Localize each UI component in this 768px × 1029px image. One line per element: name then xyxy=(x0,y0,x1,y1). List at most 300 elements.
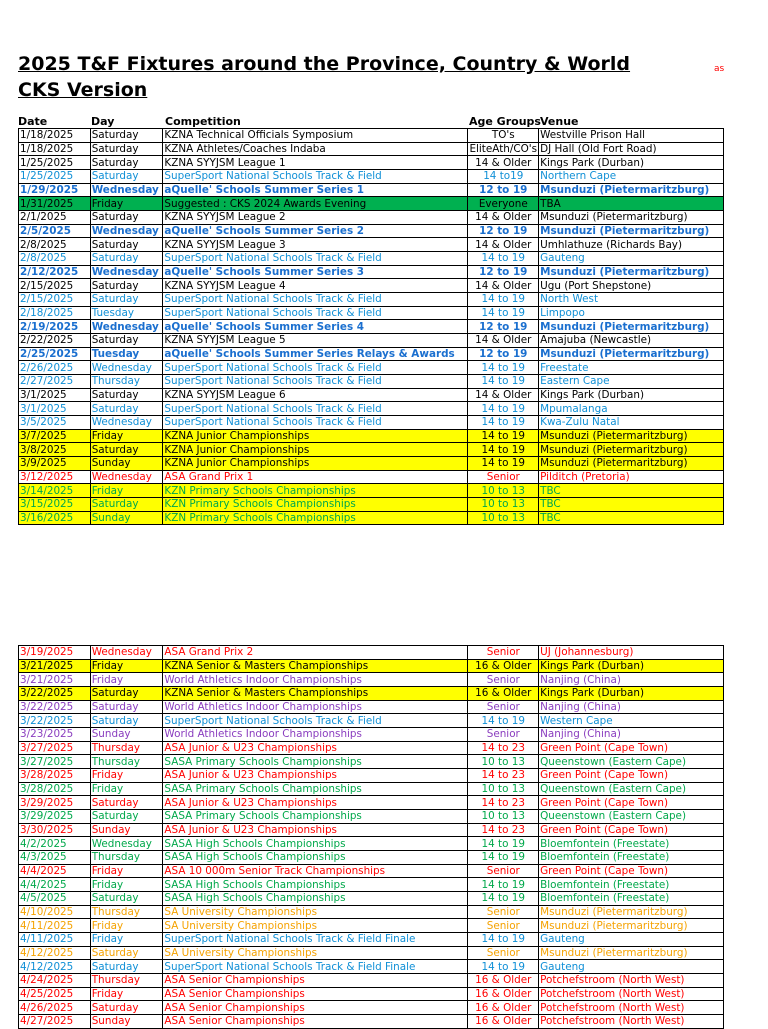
venue-cell: Kings Park (Durban) xyxy=(539,156,724,170)
header-day: Day xyxy=(91,115,115,128)
venue-cell: Potchefstroom (North West) xyxy=(539,987,724,1001)
competition-cell: SuperSport National Schools Track & Field xyxy=(163,361,468,375)
day-cell: Wednesday xyxy=(90,837,163,851)
competition-cell: ASA Senior Championships xyxy=(163,1015,468,1029)
day-cell: Friday xyxy=(90,933,163,947)
table-row xyxy=(19,498,724,512)
day-cell: Saturday xyxy=(90,402,163,416)
age-group-cell: 10 to 13 xyxy=(468,511,539,525)
day-cell: Friday xyxy=(90,484,163,498)
fixtures-table-2 xyxy=(18,645,724,1029)
age-group-cell: 14 to 19 xyxy=(468,306,539,320)
date-cell: 1/31/2025 xyxy=(19,197,91,211)
day-cell: Thursday xyxy=(90,905,163,919)
competition-cell: KZNA Junior Championships xyxy=(163,443,468,457)
competition-cell: SuperSport National Schools Track & Field xyxy=(163,402,468,416)
table-row xyxy=(19,714,724,728)
venue-cell: Umhlathuze (Richards Bay) xyxy=(539,238,724,252)
venue-cell: Potchefstroom (North West) xyxy=(539,1015,724,1029)
venue-cell: Msunduzi (Pietermaritzburg) xyxy=(539,224,724,238)
venue-cell: Kings Park (Durban) xyxy=(539,659,724,673)
age-group-cell: 16 & Older xyxy=(468,974,539,988)
competition-cell: World Athletics Indoor Championships xyxy=(163,700,468,714)
venue-cell: Msunduzi (Pietermaritzburg) xyxy=(539,457,724,471)
table-row xyxy=(19,673,724,687)
date-cell: 4/3/2025 xyxy=(19,851,91,865)
table-row xyxy=(19,402,724,416)
date-cell: 3/9/2025 xyxy=(19,457,91,471)
table-row xyxy=(19,224,724,238)
table-row xyxy=(19,919,724,933)
table-row xyxy=(19,864,724,878)
venue-cell: Green Point (Cape Town) xyxy=(539,864,724,878)
competition-cell: SuperSport National Schools Track & Field Finale xyxy=(163,960,468,974)
venue-cell: Westville Prison Hall xyxy=(539,129,724,143)
day-cell: Friday xyxy=(90,197,163,211)
day-cell: Wednesday xyxy=(90,183,163,197)
table-row xyxy=(19,361,724,375)
competition-cell: KZNA Senior & Masters Championships xyxy=(163,659,468,673)
competition-cell: Suggested : CKS 2024 Awards Evening xyxy=(163,197,468,211)
age-group-cell: 14 & Older xyxy=(468,211,539,225)
venue-cell: DJ Hall (Old Fort Road) xyxy=(539,142,724,156)
age-group-cell: Senior xyxy=(468,646,539,660)
day-cell: Saturday xyxy=(90,892,163,906)
date-cell: 3/28/2025 xyxy=(19,769,91,783)
day-cell: Wednesday xyxy=(90,320,163,334)
competition-cell: ASA Grand Prix 2 xyxy=(163,646,468,660)
table-row xyxy=(19,700,724,714)
competition-cell: SuperSport National Schools Track & Field xyxy=(163,375,468,389)
day-cell: Wednesday xyxy=(90,224,163,238)
date-cell: 3/19/2025 xyxy=(19,646,91,660)
date-cell: 3/21/2025 xyxy=(19,673,91,687)
venue-cell: Queenstown (Eastern Cape) xyxy=(539,810,724,824)
day-cell: Wednesday xyxy=(90,416,163,430)
age-group-cell: 14 to 23 xyxy=(468,769,539,783)
day-cell: Saturday xyxy=(90,388,163,402)
age-group-cell: 12 to 19 xyxy=(468,224,539,238)
table-row xyxy=(19,1001,724,1015)
venue-cell: TBC xyxy=(539,484,724,498)
table-row xyxy=(19,987,724,1001)
age-group-cell: TO's xyxy=(468,129,539,143)
age-group-cell: Senior xyxy=(468,470,539,484)
date-cell: 2/5/2025 xyxy=(19,224,91,238)
day-cell: Saturday xyxy=(90,796,163,810)
date-cell: 1/25/2025 xyxy=(19,156,91,170)
header-venue: Venue xyxy=(540,115,579,128)
competition-cell: ASA 10 000m Senior Track Championships xyxy=(163,864,468,878)
venue-cell: Pilditch (Pretoria) xyxy=(539,470,724,484)
day-cell: Sunday xyxy=(90,823,163,837)
table-row xyxy=(19,347,724,361)
age-group-cell: 16 & Older xyxy=(468,987,539,1001)
competition-cell: KZN Primary Schools Championships xyxy=(163,511,468,525)
competition-cell: SuperSport National Schools Track & Field xyxy=(163,306,468,320)
day-cell: Saturday xyxy=(90,156,163,170)
venue-cell: Msunduzi (Pietermaritzburg) xyxy=(539,320,724,334)
day-cell: Tuesday xyxy=(90,347,163,361)
day-cell: Saturday xyxy=(90,334,163,348)
age-group-cell: 14 to 19 xyxy=(468,443,539,457)
date-cell: 4/2/2025 xyxy=(19,837,91,851)
table-row xyxy=(19,429,724,443)
venue-cell: Msunduzi (Pietermaritzburg) xyxy=(539,211,724,225)
competition-cell: SASA High Schools Championships xyxy=(163,851,468,865)
date-cell: 4/4/2025 xyxy=(19,878,91,892)
venue-cell: UJ (Johannesburg) xyxy=(539,646,724,660)
venue-cell: Limpopo xyxy=(539,306,724,320)
competition-cell: KZNA Athletes/Coaches Indaba xyxy=(163,142,468,156)
date-cell: 1/29/2025 xyxy=(19,183,91,197)
table-row xyxy=(19,306,724,320)
competition-cell: SASA Primary Schools Championships xyxy=(163,810,468,824)
age-group-cell: 14 & Older xyxy=(468,279,539,293)
competition-cell: KZNA Junior Championships xyxy=(163,457,468,471)
table-row xyxy=(19,974,724,988)
day-cell: Saturday xyxy=(90,142,163,156)
venue-cell: TBA xyxy=(539,197,724,211)
table-row xyxy=(19,837,724,851)
competition-cell: KZNA SYYJSM League 4 xyxy=(163,279,468,293)
age-group-cell: 16 & Older xyxy=(468,659,539,673)
competition-cell: KZNA SYYJSM League 5 xyxy=(163,334,468,348)
fixtures-table-1 xyxy=(18,128,724,525)
age-group-cell: EliteAth/CO's xyxy=(469,143,538,155)
date-cell: 3/27/2025 xyxy=(19,755,91,769)
competition-cell: KZNA Technical Officials Symposium xyxy=(163,129,468,143)
age-group-cell: 14 & Older xyxy=(468,238,539,252)
truncated-corner-text: as xyxy=(714,64,725,74)
table-row xyxy=(19,796,724,810)
venue-cell: Bloemfontein (Freestate) xyxy=(539,892,724,906)
date-cell: 3/23/2025 xyxy=(19,728,91,742)
venue-cell: Msunduzi (Pietermaritzburg) xyxy=(539,183,724,197)
date-cell: 3/30/2025 xyxy=(19,823,91,837)
competition-cell: aQuelle' Schools Summer Series 1 xyxy=(163,183,468,197)
competition-cell: aQuelle' Schools Summer Series 3 xyxy=(163,265,468,279)
age-group-cell: 14 to 19 xyxy=(468,851,539,865)
venue-cell: Nanjing (China) xyxy=(539,700,724,714)
table-row xyxy=(19,1015,724,1029)
date-cell: 1/25/2025 xyxy=(19,170,91,184)
date-cell: 3/29/2025 xyxy=(19,796,91,810)
venue-cell: Amajuba (Newcastle) xyxy=(539,334,724,348)
competition-cell: World Athletics Indoor Championships xyxy=(163,728,468,742)
date-cell: 4/10/2025 xyxy=(19,905,91,919)
table-row xyxy=(19,211,724,225)
date-cell: 2/25/2025 xyxy=(19,347,91,361)
date-cell: 4/12/2025 xyxy=(19,946,91,960)
age-group-cell: 14 to 19 xyxy=(468,714,539,728)
day-cell: Saturday xyxy=(90,1001,163,1015)
table-row xyxy=(19,156,724,170)
venue-cell: North West xyxy=(539,293,724,307)
venue-cell: Gauteng xyxy=(539,252,724,266)
date-cell: 3/27/2025 xyxy=(19,741,91,755)
venue-cell: Mpumalanga xyxy=(539,402,724,416)
document-title: 2025 T&F Fixtures around the Province, Country & World xyxy=(18,53,631,75)
day-cell: Friday xyxy=(90,987,163,1001)
age-group-cell: Senior xyxy=(468,864,539,878)
day-cell: Friday xyxy=(90,878,163,892)
date-cell: 4/27/2025 xyxy=(19,1015,91,1029)
day-cell: Saturday xyxy=(90,211,163,225)
table-row xyxy=(19,170,724,184)
table-row xyxy=(19,851,724,865)
day-cell: Saturday xyxy=(90,279,163,293)
venue-cell: Green Point (Cape Town) xyxy=(539,823,724,837)
table-row xyxy=(19,197,724,211)
venue-cell: Queenstown (Eastern Cape) xyxy=(539,782,724,796)
venue-cell: Kings Park (Durban) xyxy=(539,388,724,402)
competition-cell: SASA Primary Schools Championships xyxy=(163,755,468,769)
venue-cell: Bloemfontein (Freestate) xyxy=(539,878,724,892)
date-cell: 2/8/2025 xyxy=(19,238,91,252)
age-group-cell: Senior xyxy=(468,946,539,960)
venue-cell: Msunduzi (Pietermaritzburg) xyxy=(539,946,724,960)
age-group-cell: 14 to 19 xyxy=(468,416,539,430)
header-competition: Competition xyxy=(165,115,241,128)
venue-cell: Northern Cape xyxy=(539,170,724,184)
date-cell: 2/15/2025 xyxy=(19,279,91,293)
table-row xyxy=(19,659,724,673)
date-cell: 2/15/2025 xyxy=(19,293,91,307)
venue-cell: Queenstown (Eastern Cape) xyxy=(539,755,724,769)
day-cell: Thursday xyxy=(90,375,163,389)
age-group-cell: 10 to 13 xyxy=(468,498,539,512)
table-row xyxy=(19,279,724,293)
day-cell: Tuesday xyxy=(90,306,163,320)
date-cell: 2/19/2025 xyxy=(19,320,91,334)
age-group-cell: Senior xyxy=(468,728,539,742)
competition-cell: SASA High Schools Championships xyxy=(163,878,468,892)
age-group-cell: 16 & Older xyxy=(468,1015,539,1029)
venue-cell: Msunduzi (Pietermaritzburg) xyxy=(539,443,724,457)
day-cell: Saturday xyxy=(90,700,163,714)
age-group-cell: 14 to 19 xyxy=(468,252,539,266)
age-group-cell: 14 & Older xyxy=(468,334,539,348)
age-group-cell: 12 to 19 xyxy=(468,183,539,197)
table-row xyxy=(19,878,724,892)
date-cell: 4/25/2025 xyxy=(19,987,91,1001)
competition-cell: KZNA SYYJSM League 6 xyxy=(163,388,468,402)
competition-cell: ASA Senior Championships xyxy=(163,1001,468,1015)
day-cell: Wednesday xyxy=(90,646,163,660)
age-group-cell: 14 to 19 xyxy=(468,402,539,416)
date-cell: 2/8/2025 xyxy=(19,252,91,266)
day-cell: Saturday xyxy=(90,252,163,266)
date-cell: 2/27/2025 xyxy=(19,375,91,389)
competition-cell: SuperSport National Schools Track & Field Finale xyxy=(163,933,468,947)
competition-cell: SuperSport National Schools Track & Field xyxy=(163,170,468,184)
venue-cell: Gauteng xyxy=(539,933,724,947)
competition-cell: SASA High Schools Championships xyxy=(163,837,468,851)
table-row xyxy=(19,484,724,498)
day-cell: Saturday xyxy=(90,129,163,143)
venue-cell: TBC xyxy=(539,498,724,512)
day-cell: Friday xyxy=(90,919,163,933)
document-subtitle: CKS Version xyxy=(18,79,148,101)
day-cell: Thursday xyxy=(90,974,163,988)
competition-cell: ASA Senior Championships xyxy=(163,987,468,1001)
table-row xyxy=(19,892,724,906)
age-group-cell: 14 to 19 xyxy=(468,878,539,892)
date-cell: 3/7/2025 xyxy=(19,429,91,443)
venue-cell: Potchefstroom (North West) xyxy=(539,974,724,988)
day-cell: Saturday xyxy=(90,946,163,960)
table-row xyxy=(19,470,724,484)
venue-cell: Green Point (Cape Town) xyxy=(539,796,724,810)
table-row xyxy=(19,511,724,525)
competition-cell: KZNA SYYJSM League 2 xyxy=(163,211,468,225)
venue-cell: Nanjing (China) xyxy=(539,673,724,687)
column-headers xyxy=(18,115,724,128)
age-group-cell: Senior xyxy=(468,700,539,714)
date-cell: 3/29/2025 xyxy=(19,810,91,824)
day-cell: Friday xyxy=(90,864,163,878)
table-row xyxy=(19,933,724,947)
date-cell: 3/8/2025 xyxy=(19,443,91,457)
day-cell: Saturday xyxy=(90,498,163,512)
competition-cell: ASA Junior & U23 Championships xyxy=(163,823,468,837)
table-row xyxy=(19,416,724,430)
competition-cell: ASA Junior & U23 Championships xyxy=(163,769,468,783)
table-row xyxy=(19,238,724,252)
age-group-cell: 10 to 13 xyxy=(468,810,539,824)
date-cell: 4/12/2025 xyxy=(19,960,91,974)
venue-cell: Msunduzi (Pietermaritzburg) xyxy=(539,905,724,919)
table-row xyxy=(19,457,724,471)
date-cell: 1/18/2025 xyxy=(19,142,91,156)
age-group-cell: 14 to 19 xyxy=(468,361,539,375)
table-row xyxy=(19,293,724,307)
competition-cell: KZNA Senior & Masters Championships xyxy=(163,687,468,701)
age-group-cell: 14 to 19 xyxy=(468,837,539,851)
day-cell: Sunday xyxy=(90,457,163,471)
age-group-cell: 14 to 23 xyxy=(468,796,539,810)
table-row xyxy=(19,129,724,143)
age-group-cell: 14 to 23 xyxy=(468,741,539,755)
day-cell: Saturday xyxy=(90,687,163,701)
date-cell: 3/14/2025 xyxy=(19,484,91,498)
age-group-cell: 12 to 19 xyxy=(468,320,539,334)
competition-cell: KZNA Junior Championships xyxy=(163,429,468,443)
competition-cell: ASA Junior & U23 Championships xyxy=(163,796,468,810)
table-row xyxy=(19,960,724,974)
day-cell: Saturday xyxy=(90,238,163,252)
date-cell: 4/11/2025 xyxy=(19,919,91,933)
competition-cell: aQuelle' Schools Summer Series Relays & Awards xyxy=(163,347,468,361)
table-row xyxy=(19,265,724,279)
age-group-cell: Everyone xyxy=(468,197,539,211)
competition-cell: aQuelle' Schools Summer Series 2 xyxy=(163,224,468,238)
date-cell: 3/1/2025 xyxy=(19,388,91,402)
table-row xyxy=(19,183,724,197)
day-cell: Wednesday xyxy=(90,361,163,375)
age-group-cell: Senior xyxy=(468,905,539,919)
day-cell: Wednesday xyxy=(90,470,163,484)
day-cell: Thursday xyxy=(90,851,163,865)
table-row xyxy=(19,769,724,783)
competition-cell: SuperSport National Schools Track & Field xyxy=(163,714,468,728)
table-row xyxy=(19,741,724,755)
competition-cell: aQuelle' Schools Summer Series 4 xyxy=(163,320,468,334)
age-group-cell: 14 to 23 xyxy=(468,823,539,837)
competition-cell: KZN Primary Schools Championships xyxy=(163,498,468,512)
competition-cell: SA University Championships xyxy=(163,946,468,960)
table-row xyxy=(19,728,724,742)
age-group-cell: 12 to 19 xyxy=(468,347,539,361)
competition-cell: SASA Primary Schools Championships xyxy=(163,782,468,796)
age-group-cell: 14 to 19 xyxy=(468,892,539,906)
venue-cell: Nanjing (China) xyxy=(539,728,724,742)
venue-cell: Bloemfontein (Freestate) xyxy=(539,851,724,865)
date-cell: 3/22/2025 xyxy=(19,700,91,714)
date-cell: 4/5/2025 xyxy=(19,892,91,906)
day-cell: Friday xyxy=(90,673,163,687)
competition-cell: KZN Primary Schools Championships xyxy=(163,484,468,498)
age-group-cell: 16 & Older xyxy=(468,1001,539,1015)
date-cell: 3/12/2025 xyxy=(19,470,91,484)
date-cell: 4/26/2025 xyxy=(19,1001,91,1015)
venue-cell: Ugu (Port Shepstone) xyxy=(539,279,724,293)
table-row xyxy=(19,946,724,960)
table-row xyxy=(19,687,724,701)
date-cell: 2/18/2025 xyxy=(19,306,91,320)
competition-cell: SA University Championships xyxy=(163,905,468,919)
day-cell: Friday xyxy=(90,769,163,783)
day-cell: Sunday xyxy=(90,511,163,525)
day-cell: Thursday xyxy=(90,741,163,755)
header-date: Date xyxy=(18,115,48,128)
day-cell: Friday xyxy=(90,429,163,443)
date-cell: 3/22/2025 xyxy=(19,714,91,728)
venue-cell: Green Point (Cape Town) xyxy=(539,769,724,783)
venue-cell: Msunduzi (Pietermaritzburg) xyxy=(539,265,724,279)
date-cell: 3/1/2025 xyxy=(19,402,91,416)
table-row xyxy=(19,782,724,796)
date-cell: 4/11/2025 xyxy=(19,933,91,947)
competition-cell: SuperSport National Schools Track & Field xyxy=(163,416,468,430)
day-cell: Friday xyxy=(90,782,163,796)
table-row xyxy=(19,755,724,769)
date-cell: 3/16/2025 xyxy=(19,511,91,525)
venue-cell: Msunduzi (Pietermaritzburg) xyxy=(539,347,724,361)
day-cell: Sunday xyxy=(90,728,163,742)
table-row xyxy=(19,142,724,156)
table-row xyxy=(19,375,724,389)
date-cell: 1/18/2025 xyxy=(19,129,91,143)
age-group-cell: 16 & Older xyxy=(468,687,539,701)
age-group-cell: 10 to 13 xyxy=(468,755,539,769)
day-cell: Friday xyxy=(90,659,163,673)
age-group-cell: 14 to 19 xyxy=(468,293,539,307)
date-cell: 3/22/2025 xyxy=(19,687,91,701)
venue-cell: Msunduzi (Pietermaritzburg) xyxy=(539,919,724,933)
day-cell: Saturday xyxy=(90,960,163,974)
age-group-cell: 14 & Older xyxy=(468,388,539,402)
date-cell: 3/5/2025 xyxy=(19,416,91,430)
age-group-cell: 14 to 19 xyxy=(468,457,539,471)
competition-cell: SuperSport National Schools Track & Field xyxy=(163,252,468,266)
venue-cell: Msunduzi (Pietermaritzburg) xyxy=(539,429,724,443)
venue-cell: Potchefstroom (North West) xyxy=(539,1001,724,1015)
day-cell: Thursday xyxy=(90,755,163,769)
age-group-cell: 14 to 19 xyxy=(468,933,539,947)
date-cell: 2/26/2025 xyxy=(19,361,91,375)
